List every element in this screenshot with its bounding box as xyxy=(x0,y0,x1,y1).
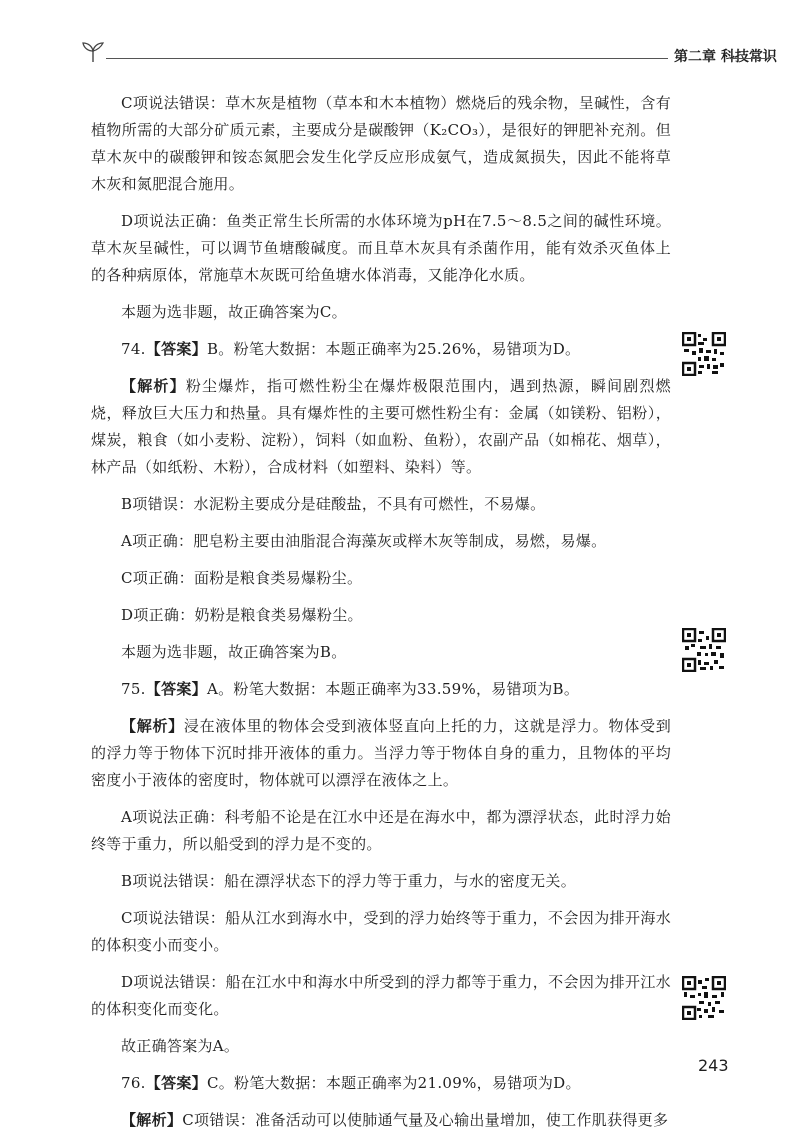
paragraph: D项正确：奶粉是粮食类易爆粉尘。 xyxy=(121,606,363,624)
qr-code-icon[interactable] xyxy=(682,628,726,672)
answer-body xyxy=(91,90,671,1144)
answer-label: 【答案】 xyxy=(145,340,207,358)
answer-74: 74.【答案】B。粉笔大数据：本题正确率为25.26%，易错项为D。 xyxy=(121,340,581,358)
paragraph: 本题为选非题，故正确答案为C。 xyxy=(121,303,347,321)
page-header xyxy=(80,34,777,74)
paragraph: C项说法错误：草木灰是植物（草本和木本植物）燃烧后的残余物，呈碱性，含有植物所需的大部分矿质元素，主要成分是碳酸钾（K₂CO₃），是很好的钾肥补充剂。但草木灰中的碳酸钾和铵态氮肥会发生化学反应形成氨气，造成氮损失，因此不能将草木灰和氮肥混合施用。 xyxy=(91,94,671,193)
analysis-label: 【解析】 xyxy=(121,377,186,395)
analysis-label: 【解析】 xyxy=(121,717,184,735)
answer-label: 【答案】 xyxy=(145,680,207,698)
qr-code-icon[interactable] xyxy=(682,976,726,1020)
answer-label: 【答案】 xyxy=(145,1074,207,1092)
answer-75: 75.【答案】A。粉笔大数据：本题正确率为33.59%，易错项为B。 xyxy=(121,680,580,698)
header-rule-right xyxy=(730,58,770,59)
paragraph: A项说法正确：科考船不论是在江水中还是在海水中，都为漂浮状态，此时浮力始终等于重力，所以船受到的浮力是不变的。 xyxy=(91,808,671,853)
paragraph: C项说法错误：船从江水到海水中，受到的浮力始终等于重力，不会因为排开海水的体积变小而变小。 xyxy=(91,909,671,954)
analysis-label: 【解析】 xyxy=(121,1111,183,1129)
sprout-icon xyxy=(80,40,106,64)
chapter-title: 第二章 科技常识 xyxy=(674,49,777,65)
qr-code-icon[interactable] xyxy=(682,332,726,376)
analysis-74: 【解析】粉尘爆炸，指可燃性粉尘在爆炸极限范围内，遇到热源，瞬间剧烈燃烧，释放巨大压力和热量。具有爆炸性的主要可燃性粉尘有：金属（如镁粉、铝粉），煤炭，粮食（如小麦粉、淀粉），饲料（如血粉、鱼粉），农副产品（如棉花、烟草），林产品（如纸粉、木粉），合成材料（如塑料、染料）等。 xyxy=(91,377,671,476)
paragraph: 本题为选非题，故正确答案为B。 xyxy=(121,643,347,661)
paragraph: B项说法错误：船在漂浮状态下的浮力等于重力，与水的密度无关。 xyxy=(121,872,577,890)
paragraph: A项正确：肥皂粉主要由油脂混合海藻灰或榉木灰等制成，易燃，易爆。 xyxy=(121,532,607,550)
answer-76: 76.【答案】C。粉笔大数据：本题正确率为21.09%，易错项为D。 xyxy=(121,1074,581,1092)
paragraph: B项错误：水泥粉主要成分是硅酸盐，不具有可燃性，不易爆。 xyxy=(121,495,546,513)
analysis-75: 【解析】浸在液体里的物体会受到液体竖直向上托的力，这就是浮力。物体受到的浮力等于物体下沉时排开液体的重力。当浮力等于物体自身的重力，且物体的平均密度小于液体的密度时，物体就可以漂浮在液体之上。 xyxy=(91,717,671,789)
header-rule xyxy=(106,58,668,59)
page-number: 243 xyxy=(698,1056,729,1075)
paragraph: C项正确：面粉是粮食类易爆粉尘。 xyxy=(121,569,363,587)
paragraph: D项说法正确：鱼类正常生长所需的水体环境为pH在7.5～8.5之间的碱性环境。草木灰呈碱性，可以调节鱼塘酸碱度。而且草木灰具有杀菌作用，能有效杀灭鱼体上的各种病原体，常施草木灰既可给鱼塘水体消毒，又能净化水质。 xyxy=(91,212,671,284)
paragraph: 故正确答案为A。 xyxy=(121,1037,240,1055)
paragraph: D项说法错误：船在江水中和海水中所受到的浮力都等于重力，不会因为排开江水的体积变化而变化。 xyxy=(91,973,671,1018)
analysis-76: 【解析】C项错误：准备活动可以使肺通气量及心输出量增加，使工作肌获得更多 xyxy=(121,1111,669,1129)
